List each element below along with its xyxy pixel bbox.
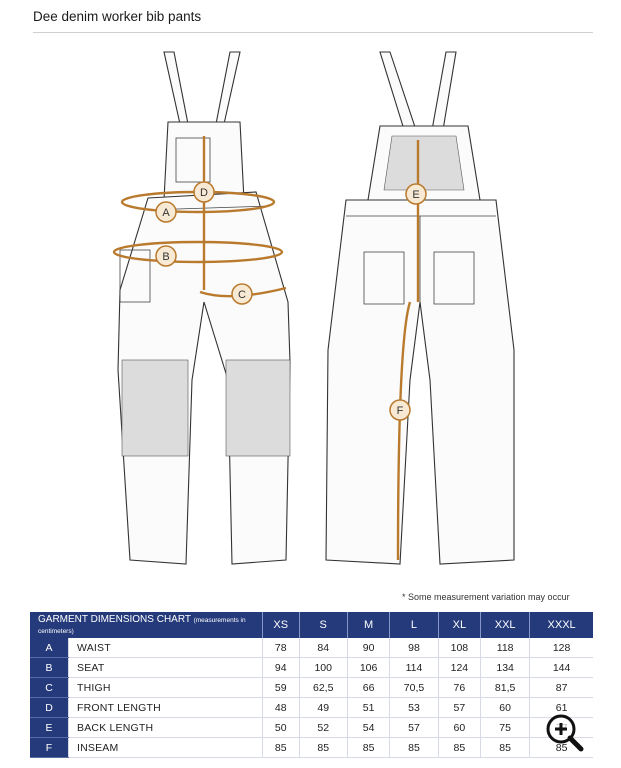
cell: 57 — [390, 718, 438, 738]
cell: 144 — [530, 658, 593, 678]
row-code: A — [30, 638, 69, 658]
cell: 85 — [438, 738, 480, 758]
size-header: XXL — [481, 612, 530, 638]
row-label: SEAT — [69, 658, 263, 678]
cell: 62,5 — [299, 678, 347, 698]
cell: 60 — [481, 698, 530, 718]
row-code: D — [30, 698, 69, 718]
front-strap-left — [164, 52, 188, 124]
cell: 81,5 — [481, 678, 530, 698]
row-code: C — [30, 678, 69, 698]
cell: 59 — [263, 678, 300, 698]
cell: 84 — [299, 638, 347, 658]
back-bib-panel — [384, 136, 464, 190]
row-label: INSEAM — [69, 738, 263, 758]
size-header: M — [347, 612, 389, 638]
marker-f: F — [396, 405, 404, 417]
cell: 85 — [530, 738, 593, 758]
cell: 85 — [263, 738, 300, 758]
marker-c: C — [238, 289, 246, 301]
bib-pants-illustration — [80, 40, 560, 580]
row-label: BACK LENGTH — [69, 718, 263, 738]
cell: 85 — [347, 738, 389, 758]
cell: 94 — [263, 658, 300, 678]
cell: 85 — [299, 738, 347, 758]
header-title: GARMENT DIMENSIONS CHART — [38, 614, 191, 625]
cell: 51 — [347, 698, 389, 718]
cell: 78 — [263, 638, 300, 658]
cell: 75 — [481, 718, 530, 738]
cell: 48 — [263, 698, 300, 718]
table-row — [30, 678, 593, 698]
row-label: THIGH — [69, 678, 263, 698]
table-header-title — [30, 612, 263, 638]
front-knee-right — [226, 360, 290, 456]
size-header: L — [390, 612, 438, 638]
cell: 85 — [481, 738, 530, 758]
zoom-in-icon[interactable] — [545, 713, 585, 753]
size-header: XL — [438, 612, 480, 638]
cell: 90 — [347, 638, 389, 658]
cell: 98 — [390, 638, 438, 658]
measurement-note: * Some measurement variation may occur — [402, 592, 570, 602]
marker-e: E — [412, 189, 420, 201]
cell: 118 — [481, 638, 530, 658]
row-code: B — [30, 658, 69, 678]
cell: 61 — [530, 698, 593, 718]
back-strap-left — [380, 52, 416, 136]
cell: 70,5 — [390, 678, 438, 698]
table-row — [30, 658, 593, 678]
cell: 50 — [263, 718, 300, 738]
cell: 108 — [438, 638, 480, 658]
row-label: FRONT LENGTH — [69, 698, 263, 718]
cell: 106 — [347, 658, 389, 678]
marker-b: B — [162, 251, 170, 263]
cell: 124 — [438, 658, 480, 678]
back-strap-right — [432, 52, 456, 136]
header-subtitle: (measurements in centimeters) — [38, 617, 246, 635]
cell: 100 — [299, 658, 347, 678]
cell: 66 — [347, 678, 389, 698]
front-strap-right — [216, 52, 240, 124]
table-header-row — [30, 612, 593, 638]
row-code: E — [30, 718, 69, 738]
marker-d: D — [200, 187, 208, 199]
cell: 52 — [299, 718, 347, 738]
cell: 76 — [438, 678, 480, 698]
cell: 87 — [530, 678, 593, 698]
page-title: Dee denim worker bib pants — [33, 9, 202, 24]
cell: 85 — [390, 738, 438, 758]
size-chart-table — [30, 612, 593, 758]
cell: 134 — [481, 658, 530, 678]
table-row — [30, 738, 593, 758]
cell: 57 — [438, 698, 480, 718]
marker-a: A — [162, 207, 170, 219]
cell: 53 — [390, 698, 438, 718]
size-header: XXXL — [530, 612, 593, 638]
table-row — [30, 718, 593, 738]
size-header: XS — [263, 612, 300, 638]
row-code: F — [30, 738, 69, 758]
table-row — [30, 638, 593, 658]
cell: 60 — [438, 718, 480, 738]
cell: 49 — [299, 698, 347, 718]
front-knee-left — [122, 360, 188, 456]
table-row — [30, 698, 593, 718]
size-header: S — [299, 612, 347, 638]
cell: 114 — [390, 658, 438, 678]
cell: 54 — [347, 718, 389, 738]
row-label: WAIST — [69, 638, 263, 658]
divider — [33, 32, 593, 33]
cell: 128 — [530, 638, 593, 658]
